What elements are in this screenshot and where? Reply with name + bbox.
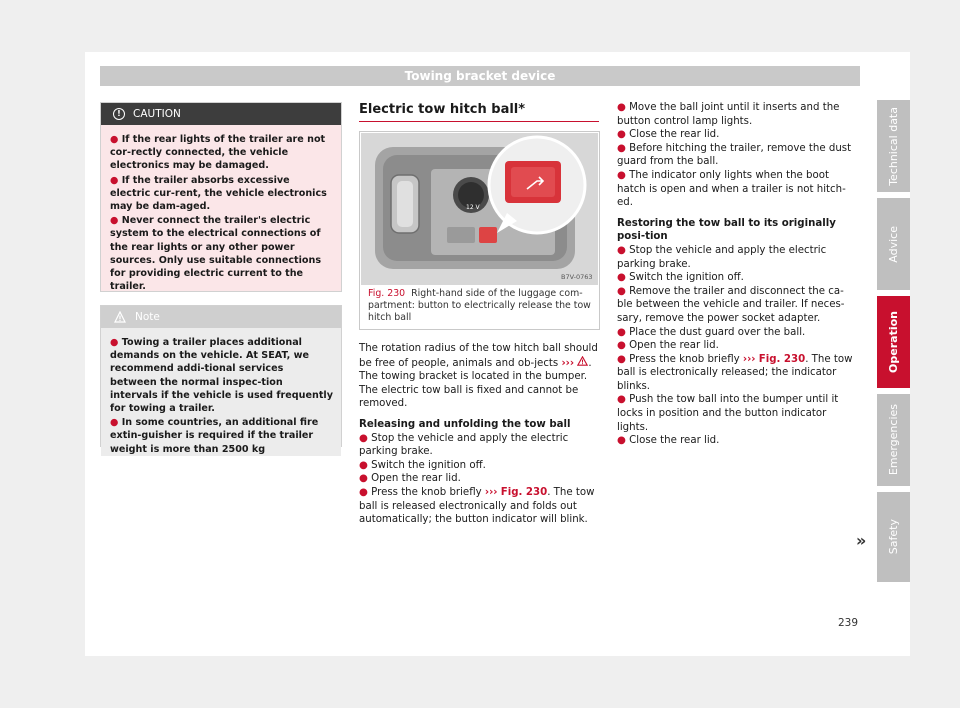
bullet-icon: ● — [359, 486, 368, 498]
note-item: ● In some countries, an additional fire extin-guisher is required if the trailer weight is more than 2500 kg — [110, 417, 319, 455]
luggage-compartment-illustration — [361, 133, 598, 285]
caution-title: CAUTION — [133, 108, 181, 120]
cross-reference-arrow: ››› — [484, 486, 498, 498]
tab-safety[interactable]: Safety — [877, 492, 910, 582]
bullet-icon: ● — [617, 129, 626, 141]
note-item: ● Towing a trailer places additional demands on the vehicle. At SEAT, we recommend addi-tional services between the normal inspec-tion intervals if the vehicle is used frequently for towing a trailer. — [110, 337, 333, 415]
subheading-releasing: Releasing and unfolding the tow ball — [359, 418, 571, 430]
step-item: ● Stop the vehicle and apply the electric parking brake. — [359, 432, 569, 458]
bullet-icon: ● — [617, 142, 626, 154]
bullet-icon: ● — [617, 102, 626, 113]
bullet-icon: ● — [359, 473, 368, 485]
note-title: Note — [135, 311, 160, 323]
bullet-icon: ● — [617, 435, 626, 447]
bullet-icon: ● — [617, 244, 626, 256]
middle-text-column — [359, 342, 601, 527]
subheading-restoring: Restoring the tow ball to its originally posi-tion — [617, 217, 836, 243]
figure-caption — [368, 288, 594, 324]
tab-technical-data[interactable]: Technical data — [877, 100, 910, 192]
note-box — [100, 305, 342, 455]
tab-emergencies[interactable]: Emergencies — [877, 394, 910, 486]
step-item: ● Switch the ignition off. — [617, 272, 744, 284]
bullet-icon: ● — [617, 326, 626, 338]
bracket-paragraph: The towing bracket is located in the bumper. The electric tow ball is fixed and cannot be removed. — [359, 371, 588, 410]
cross-reference-arrow[interactable]: ››› — [561, 357, 575, 369]
page-number: 239 — [838, 617, 859, 629]
caution-body — [101, 125, 341, 291]
bullet-icon: ● — [617, 353, 626, 365]
step-item: ● Open the rear lid. — [617, 340, 719, 352]
note-body — [101, 328, 341, 456]
note-header — [101, 306, 341, 328]
cross-reference-arrow: ››› — [742, 353, 756, 365]
bullet-icon: ● — [617, 169, 626, 181]
bullet-icon: ● — [617, 272, 626, 284]
step-item: ● The indicator only lights when the boot hatch is open and when a trailer is not hitch-ed. — [617, 169, 846, 209]
step-item: ● Place the dust guard over the ball. — [617, 326, 806, 338]
socket-label: 12 V — [466, 204, 480, 211]
caution-item: ● If the rear lights of the trailer are not cor-rectly connected, the vehicle electronics may be damaged. — [110, 134, 326, 172]
bullet-icon: ● — [359, 459, 368, 471]
bullet-icon: ● — [110, 215, 119, 227]
caution-box — [100, 102, 342, 292]
step-item: ● Press the knob briefly ››› Fig. 230. The tow ball is released electronically and folds out automatically; the button indicator will blink. — [359, 486, 595, 526]
bullet-icon: ● — [617, 394, 626, 406]
info-icon — [113, 311, 127, 323]
intro-paragraph: The rotation radius of the tow hitch ball should be free of people, animals and ob-jects ››› . — [359, 343, 598, 369]
step-item: ● Close the rear lid. — [617, 435, 720, 447]
warning-triangle-icon[interactable] — [577, 358, 588, 369]
step-item: ● Remove the trailer and disconnect the ca-ble between the vehicle and trailer. If neces-sary, remove the power socket adapter. — [617, 285, 845, 324]
bullet-icon: ● — [617, 340, 626, 352]
step-item: ● Close the rear lid. — [617, 129, 720, 141]
bullet-icon: ● — [359, 432, 368, 444]
page-header: Towing bracket device — [100, 66, 860, 86]
bullet-icon: ● — [110, 417, 119, 429]
step-item: ● Move the ball joint until it inserts and the button control lamp lights. — [617, 102, 840, 127]
figure-230 — [359, 131, 600, 330]
continued-arrow-icon: » — [856, 531, 867, 550]
figure-reference-link[interactable]: Fig. 230 — [758, 353, 806, 365]
tab-operation[interactable]: Operation — [877, 296, 910, 388]
bullet-icon: ● — [110, 134, 119, 145]
section-title: Electric tow hitch ball* — [359, 102, 599, 122]
bullet-icon: ● — [617, 285, 626, 297]
step-item: ● Open the rear lid. — [359, 473, 461, 485]
caution-icon: ! — [113, 108, 125, 120]
caution-item: ● If the trailer absorbs excessive electric cur-rent, the vehicle electronics may be dam-aged. — [110, 174, 327, 213]
bullet-icon: ● — [110, 337, 119, 348]
step-item: ● Push the tow ball into the bumper until it locks in position and the button indicator lights. — [617, 394, 839, 433]
step-item: ● Press the knob briefly ››› Fig. 230. The tow ball is electronically released; the indicator blinks. — [617, 353, 853, 392]
tab-advice[interactable]: Advice — [877, 198, 910, 290]
figure-number: Fig. 230 — [368, 288, 406, 299]
bullet-icon: ● — [110, 174, 119, 186]
caution-header — [101, 103, 341, 125]
right-text-column — [617, 101, 859, 448]
caution-item: ● Never connect the trailer's electric system to the electrical connections of the rear lights or any other power sources. Only use suitable connections for providing electric current to the trailer. — [110, 215, 322, 293]
figure-reference-link[interactable]: Fig. 230 — [500, 486, 548, 498]
step-item: ● Stop the vehicle and apply the electric parking brake. — [617, 244, 827, 270]
figure-code: B7V-0763 — [561, 273, 593, 281]
step-item: ● Switch the ignition off. — [359, 459, 486, 471]
figure-caption-text: Right-hand side of the luggage com-partment: button to electrically release the tow hitch ball — [368, 288, 591, 323]
step-item: ● Before hitching the trailer, remove the dust guard from the ball. — [617, 142, 852, 168]
